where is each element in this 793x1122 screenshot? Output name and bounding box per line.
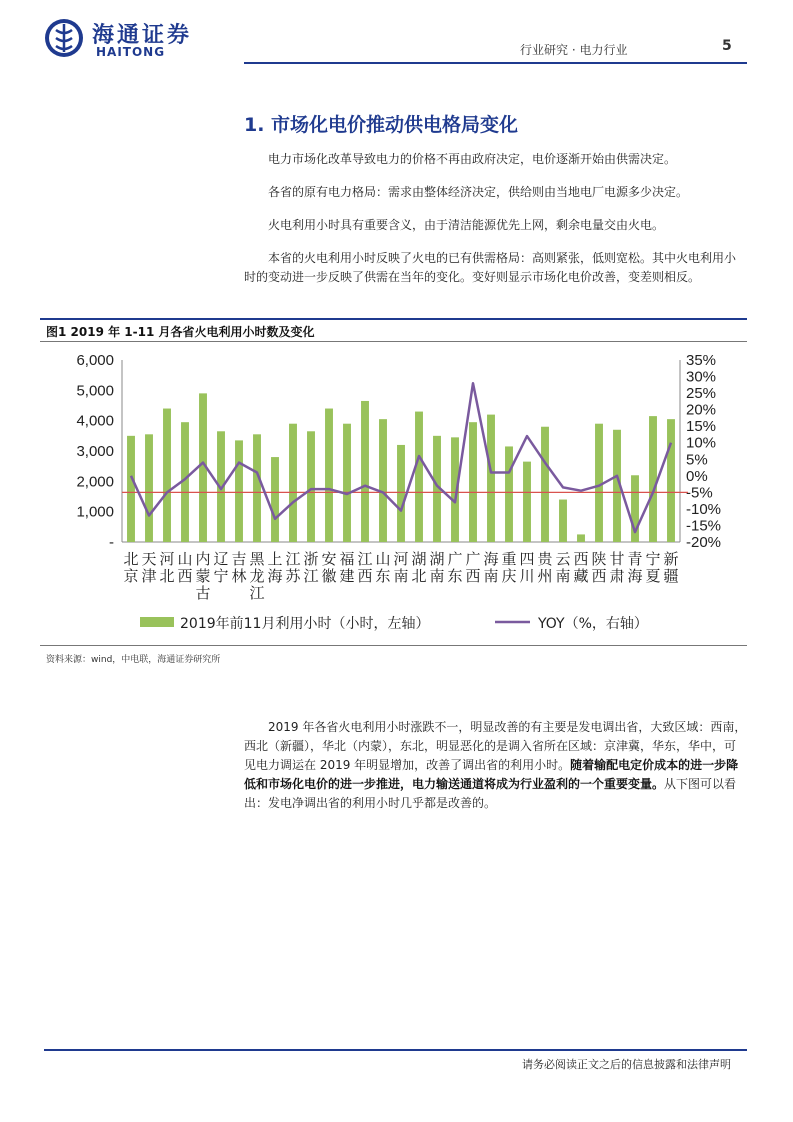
bar xyxy=(343,424,351,542)
analysis-text-1: 2019 年各省火电利用小时涨跌不一，明显改善的有主要是发电调出省，大致区域：西南，西北（新疆），华北（内蒙），东北，明显恶化的是调入省所在区域：京津冀，华东，华中，可见电力调运在 2019 年明显增加，改善了调出省的利用小时。 xyxy=(244,720,747,772)
page-number: 5 xyxy=(722,38,732,54)
x-category-label: 湖北 xyxy=(411,550,427,585)
analysis-bold-text: 随着输配电定价成本的进一步降低和市场化电价的进一步推进，电力输送通道将成为行业盈利的一个重要变量。 xyxy=(244,758,739,791)
y-left-tick-label: 4,000 xyxy=(76,412,114,430)
bar xyxy=(541,427,549,542)
bar xyxy=(361,401,369,542)
x-category-label: 广东 xyxy=(447,550,463,585)
x-category-label: 福建 xyxy=(339,550,355,585)
bar xyxy=(469,422,477,542)
y-left-tick-label: 5,000 xyxy=(76,382,114,400)
logo-english-text: HAITONG xyxy=(96,45,166,59)
bar xyxy=(523,462,531,542)
analysis-paragraph xyxy=(244,718,747,813)
section-title: 1. 市场化电价推动供电格局变化 xyxy=(244,114,519,136)
legend-line-label: YOY（%，右轴） xyxy=(538,616,648,632)
x-category-label: 海南 xyxy=(483,550,499,585)
paragraph-2: 各省的原有电力格局：需求由整体经济决定，供给则由当地电厂电源多少决定。 xyxy=(268,185,689,199)
bar xyxy=(667,419,675,542)
utilization-hours-chart xyxy=(40,342,747,642)
bar xyxy=(559,500,567,542)
haitong-logo-icon xyxy=(44,18,84,58)
x-category-label: 陕西 xyxy=(591,550,607,585)
x-category-label: 新疆 xyxy=(663,550,679,585)
bar xyxy=(145,434,153,542)
paragraph-4: 本省的火电利用小时反映了火电的已有供需格局：高则紧张，低则宽松。其中火电利用小时的变动进一步反映了供需在当年的变化。变好则显示市场化电价改善，变差则相反。 xyxy=(244,251,737,284)
y-right-tick-label: 15% xyxy=(686,418,717,436)
figure-caption: 图1 2019 年 1-11 月各省火电利用小时数及变化 xyxy=(46,325,315,339)
bar xyxy=(271,457,279,542)
x-category-label: 上海 xyxy=(267,550,283,585)
bar xyxy=(577,534,585,542)
x-category-label: 甘肃 xyxy=(609,550,625,585)
bar xyxy=(649,416,657,542)
bar xyxy=(397,445,405,542)
x-category-label: 北京 xyxy=(123,550,139,585)
x-category-label: 西藏 xyxy=(573,550,589,585)
y-left-tick-label: 6,000 xyxy=(76,352,114,369)
y-right-tick-label: 35% xyxy=(686,352,717,369)
y-right-tick-label: 5% xyxy=(686,451,708,469)
x-category-label: 安徽 xyxy=(321,550,337,585)
x-category-label: 吉林 xyxy=(231,550,247,585)
x-category-label: 浙江 xyxy=(303,550,319,585)
bar xyxy=(127,436,135,542)
y-right-tick-label: -5% xyxy=(686,484,713,502)
legend-bar-swatch xyxy=(140,617,174,627)
x-category-label: 山西 xyxy=(177,550,193,585)
y-left-tick-label: 3,000 xyxy=(76,443,114,460)
x-category-label: 山东 xyxy=(375,550,391,585)
y-right-tick-label: 0% xyxy=(686,467,708,485)
y-left-tick-label: - xyxy=(109,534,114,551)
x-category-label: 江苏 xyxy=(285,550,301,585)
bar xyxy=(505,446,513,542)
x-category-label: 重庆 xyxy=(501,550,517,585)
x-category-label: 内蒙古 xyxy=(195,550,211,602)
footer-disclaimer: 请务必阅读正文之后的信息披露和法律声明 xyxy=(522,1058,731,1071)
y-left-tick-label: 2,000 xyxy=(76,473,114,491)
bar xyxy=(235,440,243,542)
x-category-label: 天津 xyxy=(141,550,157,585)
y-right-tick-label: -15% xyxy=(686,517,722,535)
y-right-tick-label: 10% xyxy=(686,434,717,452)
x-category-label: 宁夏 xyxy=(645,550,661,585)
analysis-text-2: 从下图可以看出：发电净调出省的利用小时几乎都是改善的。 xyxy=(244,777,737,810)
bar xyxy=(325,409,333,542)
bar xyxy=(415,412,423,542)
footer-divider xyxy=(44,1049,747,1051)
bar xyxy=(487,415,495,542)
paragraph-3: 火电利用小时具有重要含义，由于清洁能源优先上网，剩余电量交由火电。 xyxy=(268,218,665,232)
header-category: 行业研究 · 电力行业 xyxy=(520,43,628,57)
x-category-label: 贵州 xyxy=(537,550,553,585)
y-right-tick-label: -20% xyxy=(686,534,722,551)
x-category-label: 云南 xyxy=(555,550,571,585)
bar xyxy=(307,431,315,542)
bar xyxy=(163,409,171,542)
legend-bar-label: 2019年前11月利用小时（小时，左轴） xyxy=(180,616,430,632)
y-right-tick-label: 20% xyxy=(686,401,717,419)
y-left-tick-label: 1,000 xyxy=(76,503,114,521)
x-category-label: 江西 xyxy=(357,550,373,585)
header-divider xyxy=(244,62,747,64)
x-category-label: 河北 xyxy=(159,550,175,585)
x-category-label: 四川 xyxy=(519,550,535,585)
y-right-tick-label: 30% xyxy=(686,368,717,386)
bar xyxy=(289,424,297,542)
figure-source: 资料来源：wind，中电联，海通证券研究所 xyxy=(46,655,221,665)
paragraph-1: 电力市场化改革导致电力的价格不再由政府决定，电价逐渐开始由供需决定。 xyxy=(268,152,677,166)
x-category-label: 黑龙江 xyxy=(249,550,265,602)
y-right-tick-label: -10% xyxy=(686,500,722,518)
bar xyxy=(379,419,387,542)
x-category-label: 河南 xyxy=(393,550,409,585)
y-right-tick-label: 25% xyxy=(686,385,717,403)
x-category-label: 广西 xyxy=(465,550,481,585)
x-category-label: 湖南 xyxy=(429,550,445,585)
x-category-label: 青海 xyxy=(627,550,643,585)
logo-chinese-text: 海通证券 xyxy=(92,22,193,48)
bar xyxy=(253,434,261,542)
x-category-label: 辽宁 xyxy=(213,550,229,585)
